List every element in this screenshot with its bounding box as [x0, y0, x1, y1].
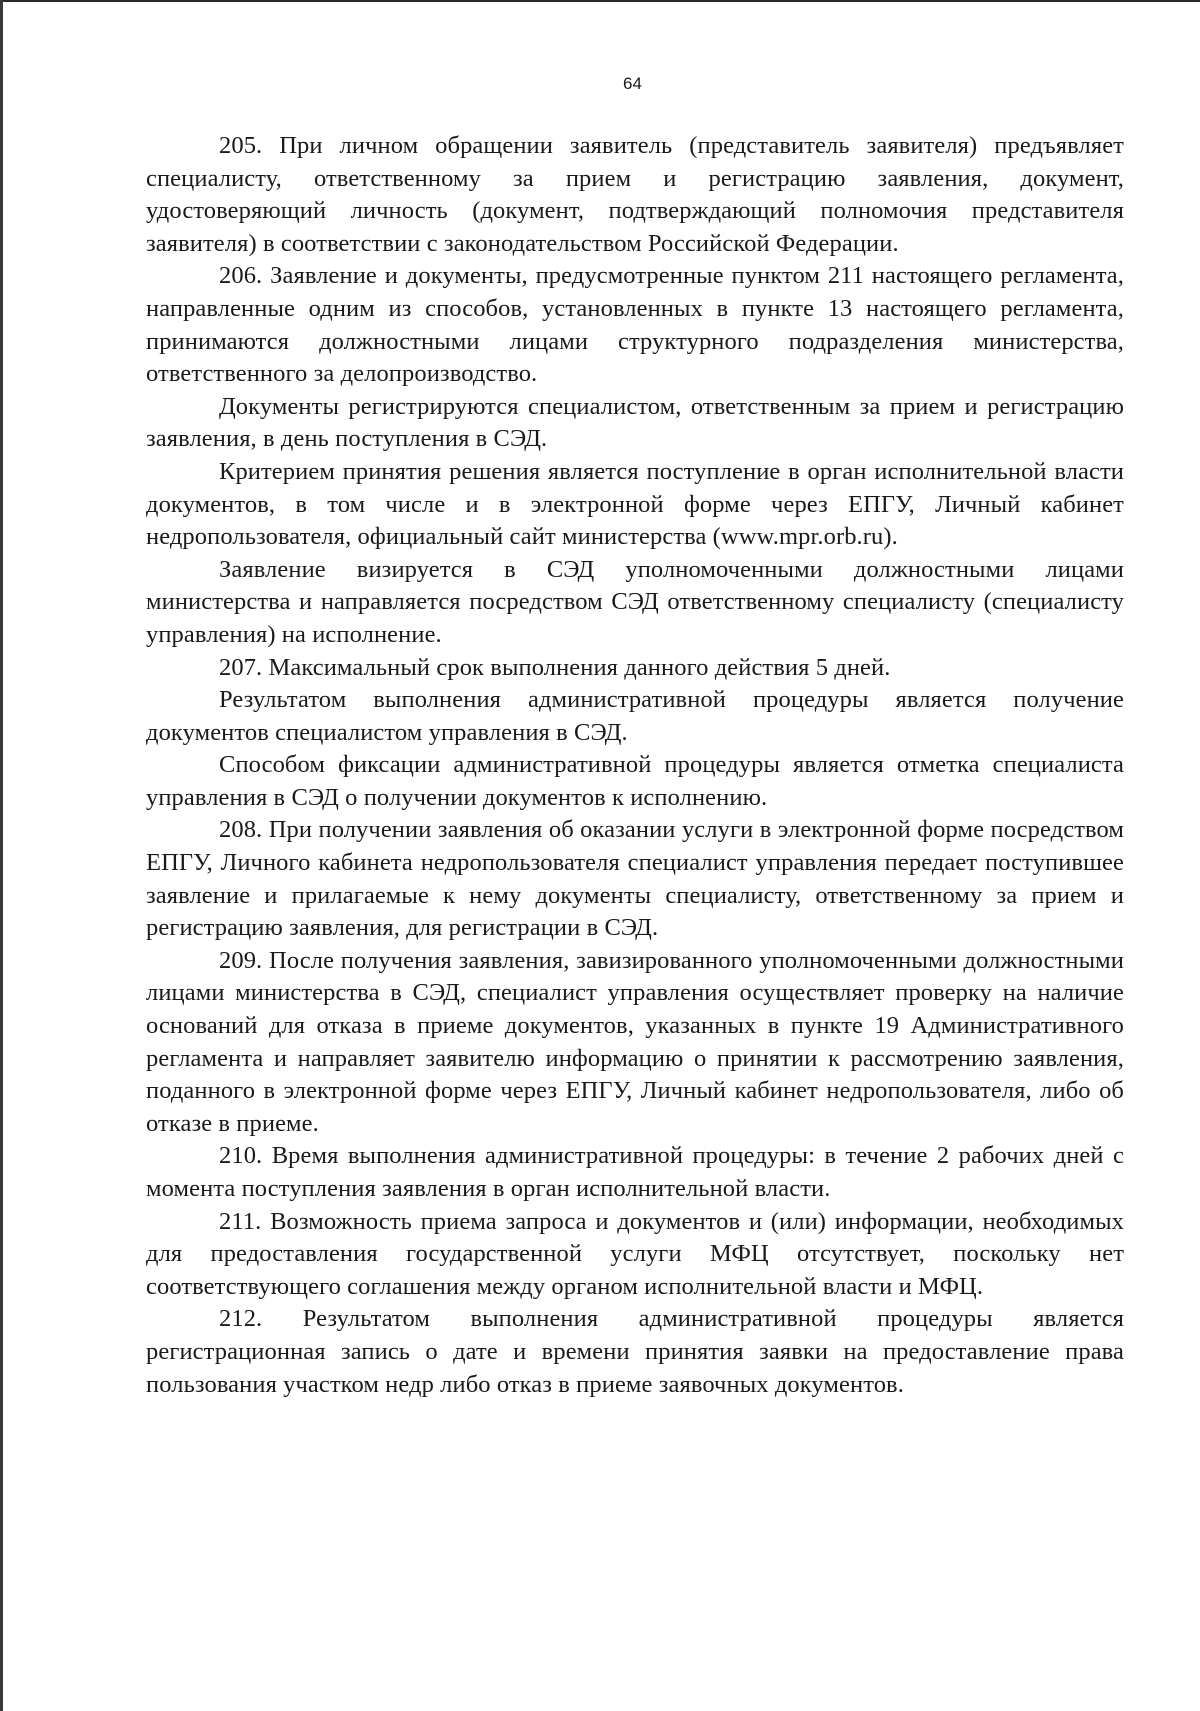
paragraph-209: 209. После получения заявления, завизированного уполномоченными должностными лицами министерства в СЭД, специалист управления осуществляет проверку на наличие оснований для отказа в приеме документов, указанных в пункте 19 Административного регламента и направляет заявителю информацию о принятии к рассмотрению заявления, поданного в электронной форме через ЕПГУ, Личный кабинет недропользователя, либо об отказе в приеме.: [146, 946, 1124, 1137]
paragraph-208: 208. При получении заявления об оказании услуги в электронной форме посредством ЕПГУ, Личного кабинета недропользователя специалист управления передает поступившее заявление и прилагаемые к нему документы специалисту, ответственному за прием и регистрацию заявления, для регистрации в СЭД.: [146, 816, 1124, 942]
paragraph-205: 205. При личном обращении заявитель (представитель заявителя) предъявляет специалисту, ответственному за прием и регистрацию заявления, документ, удостоверяющий личность (документ, подтверждающий полномочия представителя заявителя) в соответствии с законодательством Российской Федерации.: [146, 132, 1124, 257]
paragraph-206-visa: Заявление визируется в СЭД уполномоченными должностными лицами министерства и направляется посредством СЭД ответственному специалисту (специалисту управления) на исполнение.: [146, 555, 1124, 648]
page-number: 64: [623, 74, 642, 93]
paragraph-207-fixation: Способом фиксации административной процедуры является отметка специалиста управления в СЭД о получении документов к исполнению.: [146, 751, 1124, 811]
paragraph-207: 207. Максимальный срок выполнения данного действия 5 дней.: [219, 653, 891, 681]
document-body: [146, 130, 1124, 1401]
paragraph-210: 210. Время выполнения административной процедуры: в течение 2 рабочих дней с момента поступления заявления в орган исполнительной власти.: [146, 1142, 1124, 1202]
scan-border-left: [0, 0, 3, 1711]
paragraph-211: 211. Возможность приема запроса и документов и (или) информации, необходимых для предоставления государственной услуги МФЦ отсутствует, поскольку нет соответствующего соглашения между органом исполнительной власти и МФЦ.: [146, 1207, 1124, 1300]
paragraph-206-registration: Документы регистрируются специалистом, ответственным за прием и регистрацию заявления, в день поступления в СЭД.: [146, 392, 1124, 453]
paragraph-206: 206. Заявление и документы, предусмотренные пунктом 211 настоящего регламента, направленные одним из способов, установленных в пункте 13 настоящего регламента, принимаются должностными лицами структурного подразделения министерства, ответственного за делопроизводство.: [146, 262, 1124, 388]
paragraph-212: 212. Результатом выполнения административной процедуры является регистрационная запись о дате и времени принятия заявки на предоставление права пользования участком недр либо отказ в приеме заявочных документов.: [146, 1305, 1124, 1398]
paragraph-207-result: Результатом выполнения административной процедуры является получение документов специалистом управления в СЭД.: [146, 686, 1124, 746]
paragraph-206-criterion: Критерием принятия решения является поступление в орган исполнительной власти документов, в том числе и в электронной форме через ЕПГУ, Личный кабинет недропользователя, официальный сайт министерства (www.mpr.orb.ru).: [146, 457, 1124, 551]
scan-border-top: [0, 0, 1200, 2]
